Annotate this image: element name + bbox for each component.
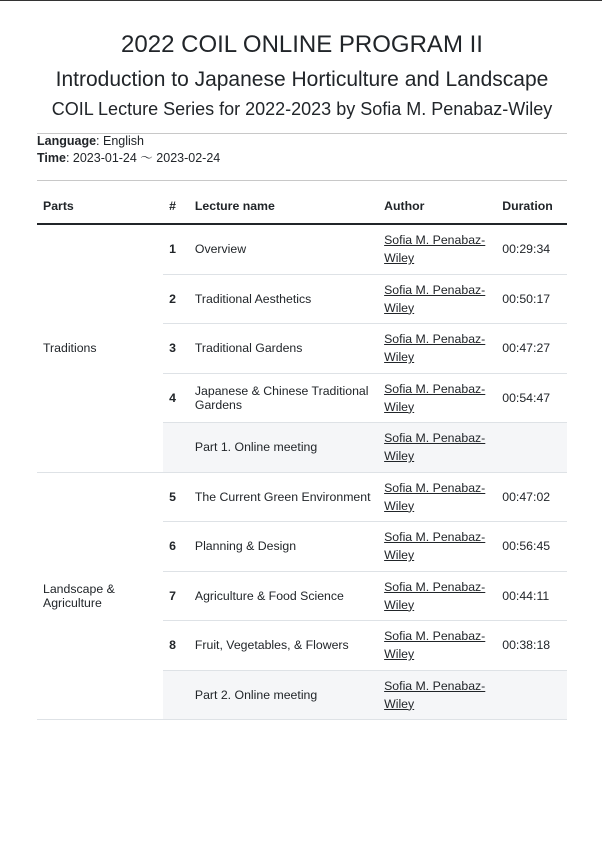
duration-cell: 00:54:47 [496,373,567,423]
page-title: 2022 COIL ONLINE PROGRAM II [121,31,483,58]
table-header-row [37,189,567,224]
author-link[interactable]: Sofia M. Penabaz-Wiley [384,480,486,513]
duration-cell: 00:29:34 [496,224,567,274]
time-value: : 2023-01-24 〜 2023-02-24 [65,151,221,165]
course-meta [37,134,567,166]
lecture-name: Fruit, Vegetables, & Flowers [189,621,378,671]
lecture-name: Part 2. Online meeting [189,670,378,720]
language-label: Language [37,134,97,148]
author-cell [378,472,496,522]
lecture-number: 1 [163,224,189,274]
author-link[interactable]: Sofia M. Penabaz-Wiley [384,332,486,365]
author-link[interactable]: Sofia M. Penabaz-Wiley [384,381,486,414]
author-link[interactable]: Sofia M. Penabaz-Wiley [384,431,486,464]
lecture-name: Overview [189,224,378,274]
lecture-number: 2 [163,274,189,324]
lecture-number: 7 [163,571,189,621]
header-number: # [163,189,189,224]
duration-cell: 00:56:45 [496,522,567,572]
author-link[interactable]: Sofia M. Penabaz-Wiley [384,233,486,266]
lecture-name: Traditional Gardens [189,324,378,374]
author-cell [378,571,496,621]
author-cell [378,423,496,473]
lecture-name: Japanese & Chinese Traditional Gardens [189,373,378,423]
part-cell: Landscape & Agriculture [37,472,163,720]
lecture-number: 4 [163,373,189,423]
author-cell [378,621,496,671]
duration-cell [496,670,567,720]
duration-cell: 00:38:18 [496,621,567,671]
lecture-name: Agriculture & Food Science [189,571,378,621]
author-link[interactable]: Sofia M. Penabaz-Wiley [384,282,486,315]
lecture-number [163,670,189,720]
author-cell [378,224,496,274]
author-link[interactable]: Sofia M. Penabaz-Wiley [384,629,486,662]
series-title: COIL Lecture Series for 2022-2023 by Sofia M. Penabaz-Wiley [51,99,553,119]
lecture-number: 6 [163,522,189,572]
lecture-name: Planning & Design [189,522,378,572]
author-cell [378,670,496,720]
duration-cell: 00:47:02 [496,472,567,522]
lecture-number: 8 [163,621,189,671]
author-cell [378,274,496,324]
lecture-number: 3 [163,324,189,374]
author-cell [378,373,496,423]
duration-cell: 00:50:17 [496,274,567,324]
table-row [37,472,567,522]
author-link[interactable]: Sofia M. Penabaz-Wiley [384,530,486,563]
language-line [37,134,567,148]
duration-cell: 00:47:27 [496,324,567,374]
table-row [37,224,567,274]
page-subtitle: Introduction to Japanese Horticulture and Landscape [55,68,549,91]
duration-cell [496,423,567,473]
lecture-name: Part 1. Online meeting [189,423,378,473]
author-cell [378,522,496,572]
lecture-number [163,423,189,473]
header-author: Author [378,189,496,224]
top-border [0,0,602,1]
lecture-table [37,189,567,720]
header-duration: Duration [496,189,567,224]
time-line [37,148,567,166]
duration-cell: 00:44:11 [496,571,567,621]
author-link[interactable]: Sofia M. Penabaz-Wiley [384,678,486,711]
part-cell: Traditions [37,224,163,472]
page-content [37,28,567,720]
header-lecture-name: Lecture name [189,189,378,224]
language-value: : English [96,134,144,148]
author-link[interactable]: Sofia M. Penabaz-Wiley [384,579,486,612]
divider [37,180,567,181]
lecture-name: The Current Green Environment [189,472,378,522]
time-label: Time [37,151,66,165]
lecture-name: Traditional Aesthetics [189,274,378,324]
lecture-number: 5 [163,472,189,522]
author-cell [378,324,496,374]
header-parts: Parts [37,189,163,224]
